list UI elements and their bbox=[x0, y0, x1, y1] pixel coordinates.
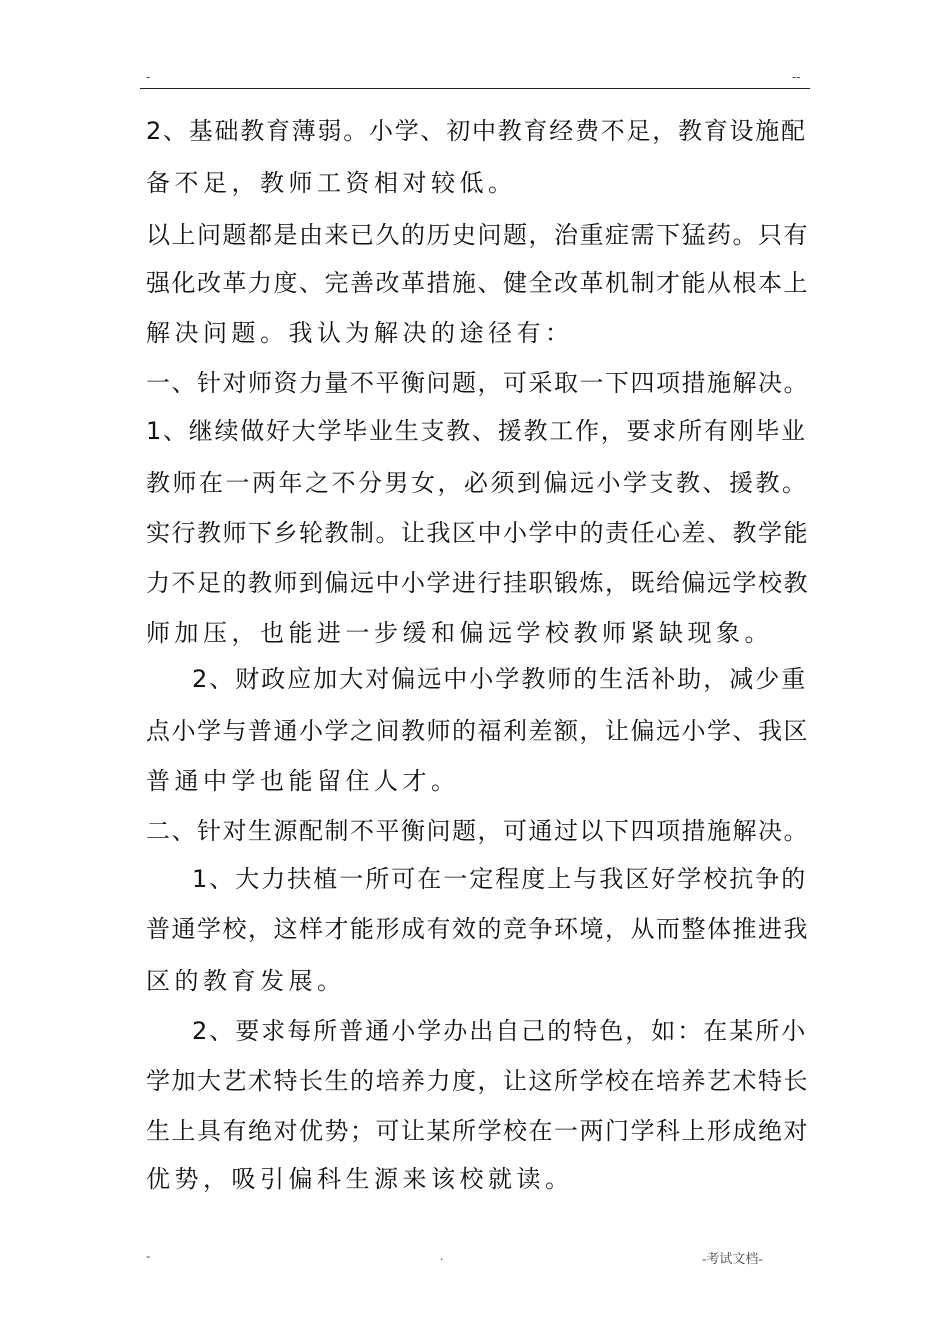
text-line: 普通中学也能留住人才。 bbox=[146, 767, 460, 795]
text-line: 区的教育发展。 bbox=[146, 967, 346, 995]
text-line: 以上问题都是由来已久的历史问题，治重症需下猛药。只有 bbox=[146, 221, 809, 249]
text-line: 优势，吸引偏科生源来该校就读。 bbox=[146, 1165, 574, 1193]
text-line: 1、继续做好大学毕业生支教、援教工作，要求所有刚毕业 bbox=[146, 417, 807, 445]
text-line: 1、大力扶植一所可在一定程度上与我区好学校抗争的 bbox=[192, 865, 808, 893]
text-line: 生上具有绝对优势；可让某所学校在一两门学科上形成绝对 bbox=[146, 1117, 809, 1145]
text-line: 2、基础教育薄弱。小学、初中教育经费不足，教育设施配 bbox=[146, 117, 807, 145]
footer-center-mark: . bbox=[440, 1248, 444, 1263]
text-line: 备不足，教师工资相对较低。 bbox=[146, 169, 517, 197]
text-line: 学加大艺术特长生的培养力度，让这所学校在培养艺术特长 bbox=[146, 1067, 809, 1095]
header-left-mark: - bbox=[146, 70, 151, 84]
text-line: 师加压，也能进一步缓和偏远学校教师紧缺现象。 bbox=[146, 619, 773, 647]
header-rule bbox=[140, 88, 810, 89]
text-line: 解决问题。我认为解决的途径有： bbox=[146, 319, 574, 347]
text-line: 二、针对生源配制不平衡问题，可通过以下四项措施解决。 bbox=[146, 817, 809, 845]
footer-left-mark: - bbox=[146, 1248, 151, 1263]
text-line: 力不足的教师到偏远中小学进行挂职锻炼，既给偏远学校教 bbox=[146, 569, 809, 597]
text-line: 普通学校，这样才能形成有效的竞争环境，从而整体推进我 bbox=[146, 915, 809, 943]
text-line: 实行教师下乡轮教制。让我区中小学中的责任心差、教学能 bbox=[146, 519, 809, 547]
footer-right-text: -考试文档- bbox=[702, 1251, 763, 1266]
header-right-mark: -- bbox=[792, 70, 801, 84]
text-line: 强化改革力度、完善改革措施、健全改革机制才能从根本上 bbox=[146, 269, 809, 297]
text-line: 一、针对师资力量不平衡问题，可采取一下四项措施解决。 bbox=[146, 369, 809, 397]
text-line: 2、财政应加大对偏远中小学教师的生活补助，减少重 bbox=[192, 665, 808, 693]
text-line: 2、要求每所普通小学办出自己的特色，如：在某所小 bbox=[192, 1017, 808, 1045]
text-line: 点小学与普通小学之间教师的福利差额，让偏远小学、我区 bbox=[146, 717, 809, 745]
text-line: 教师在一两年之不分男女，必须到偏远小学支教、援教。 bbox=[146, 469, 809, 497]
